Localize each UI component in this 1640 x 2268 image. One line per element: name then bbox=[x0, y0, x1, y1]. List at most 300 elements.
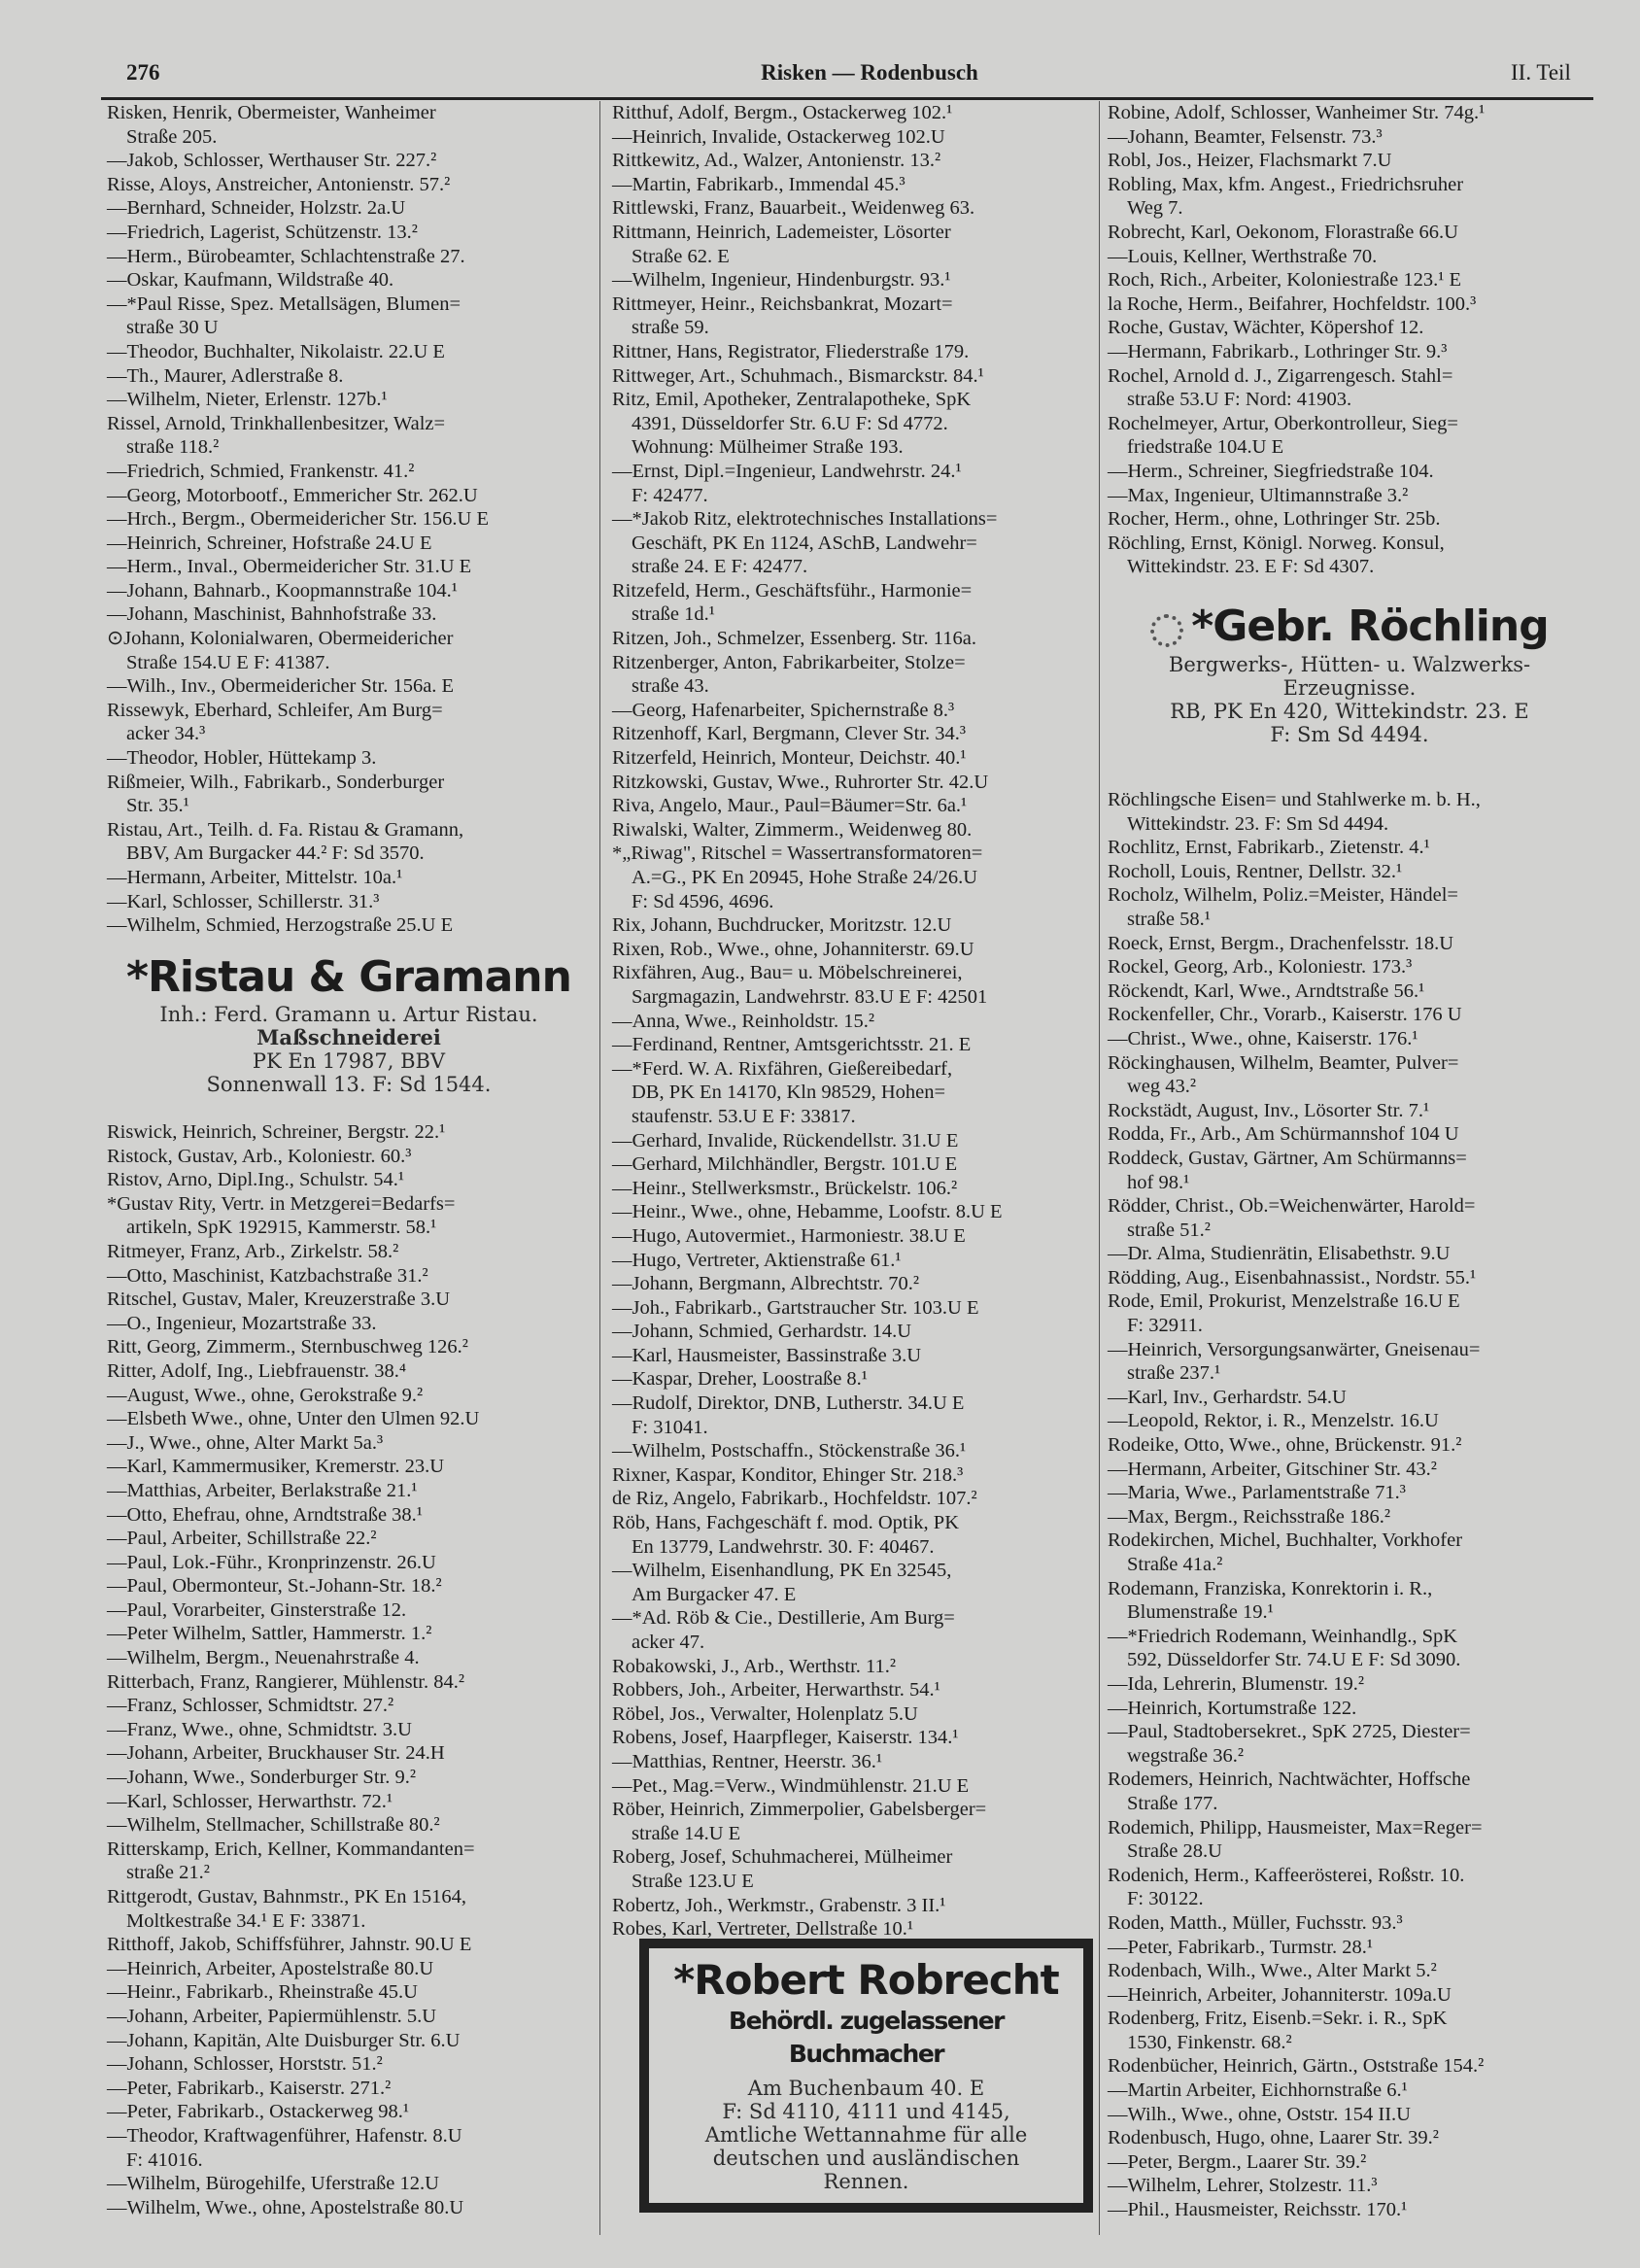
entry-line: Rodenbusch, Hugo, ohne, Laarer Str. 39.² bbox=[1108, 2127, 1439, 2149]
entry-line: —Georg, Hafenarbeiter, Spichernstraße 8.³ bbox=[612, 699, 955, 721]
entry-line: —Johann, Schlosser, Horststr. 51.² bbox=[107, 2053, 383, 2076]
entry-line: Röchlingsche Eisen= und Stahlwerke m. b. H., bbox=[1108, 789, 1481, 810]
directory-entry bbox=[1108, 1577, 1591, 1625]
entry-line: Rockel, Georg, Arb., Koloniestr. 173.³ bbox=[1108, 956, 1413, 979]
directory-entry bbox=[107, 1503, 591, 1528]
directory-entry bbox=[1108, 460, 1591, 484]
entry-line: —Wilh., Inv., Obermeidericher Str. 156a. E bbox=[107, 675, 455, 698]
directory-entry bbox=[1108, 507, 1591, 532]
entry-line: Rißmeier, Wilh., Fabrikarb., Sonderburger bbox=[107, 771, 445, 793]
directory-entry bbox=[612, 651, 1092, 699]
entry-line: —Franz, Schlosser, Schmidtstr. 27.² bbox=[107, 1695, 394, 1717]
entry-line: —Kaspar, Dreher, Loostraße 8.¹ bbox=[612, 1368, 868, 1391]
entry-line: Ritter, Adolf, Ing., Liebfrauenstr. 38.⁴ bbox=[107, 1359, 407, 1382]
directory-entry bbox=[107, 602, 591, 627]
directory-entry bbox=[612, 1057, 1092, 1129]
ad-ristau-gramann bbox=[107, 952, 591, 1096]
directory-entry bbox=[612, 388, 1092, 460]
directory-entry bbox=[1108, 484, 1591, 508]
entry-line: —Maria, Wwe., Parlamentstraße 71.³ bbox=[1108, 1482, 1406, 1504]
ad-line: F: Sd 4110, 4111 und 4145, bbox=[722, 2100, 1010, 2123]
directory-entry bbox=[612, 1511, 1092, 1559]
entry-line: Röckinghausen, Wilhelm, Beamter, Pulver= bbox=[1108, 1051, 1459, 1074]
entry-line: Roberg, Josef, Schuhmacherei, Mülheimer bbox=[612, 1846, 953, 1869]
ad-line: deutschen und ausländischen bbox=[712, 2147, 1020, 2170]
entry-line: —Matthias, Rentner, Heerstr. 36.¹ bbox=[612, 1750, 883, 1772]
directory-entry bbox=[612, 699, 1092, 723]
entry-continuation-line: Wohnung: Mülheimer Straße 193. bbox=[632, 436, 904, 459]
directory-entry bbox=[107, 1335, 591, 1359]
entry-line: Rode, Emil, Prokurist, Menzelstraße 16.U E bbox=[1108, 1290, 1460, 1313]
directory-entry bbox=[1108, 1625, 1591, 1672]
column-3-entries bbox=[1108, 101, 1591, 579]
directory-entry bbox=[107, 579, 591, 603]
directory-entry bbox=[612, 771, 1092, 795]
entry-line: —Hrch., Bergm., Obermeidericher Str. 156.U E bbox=[107, 508, 490, 531]
entry-line: —Paul, Lok.-Führ., Kronprinzenstr. 26.U bbox=[107, 1551, 436, 1573]
entry-line: —Johann, Wwe., Sonderburger Str. 9.² bbox=[107, 1767, 416, 1789]
entry-continuation-line: Straße 205. bbox=[126, 125, 218, 148]
entry-line: Rittmann, Heinrich, Lademeister, Lösorter bbox=[612, 221, 951, 243]
directory-entry bbox=[107, 1431, 591, 1456]
directory-entry bbox=[612, 1177, 1092, 1201]
directory-entry bbox=[107, 1455, 591, 1479]
entry-continuation-line: straße 30 U bbox=[126, 317, 219, 339]
entry-continuation-line: straße 14.U E bbox=[632, 1822, 741, 1844]
entry-line: —Heinrich, Arbeiter, Apostelstraße 80.U bbox=[107, 1957, 434, 1979]
entry-line: Rodenich, Herm., Kaffeerösterei, Roßstr. 10. bbox=[1108, 1864, 1465, 1886]
entry-line: Röbel, Jos., Verwalter, Holenplatz 5.U bbox=[612, 1702, 918, 1725]
directory-entry bbox=[107, 1479, 591, 1503]
entry-line: —Heinr., Stellwerksmstr., Brückelstr. 106.² bbox=[612, 1177, 958, 1199]
directory-entry bbox=[107, 388, 591, 412]
entry-line: —Wilhelm, Postschaffn., Stöckenstraße 36.¹ bbox=[612, 1440, 967, 1462]
entry-line: Ritthoff, Jakob, Schiffsführer, Jahnstr. 90.U E bbox=[107, 1934, 472, 1956]
entry-line: —Jakob, Schlosser, Werthauser Str. 227.² bbox=[107, 150, 437, 172]
directory-entry bbox=[1108, 292, 1591, 317]
entry-line: —Johann, Kapitän, Alte Duisburger Str. 6.U bbox=[107, 2029, 461, 2051]
directory-entry bbox=[612, 1320, 1092, 1344]
entry-line: Robens, Josef, Haarpfleger, Kaiserstr. 134.¹ bbox=[612, 1727, 959, 1749]
directory-entry bbox=[612, 938, 1092, 962]
entry-continuation-line: straße 58.¹ bbox=[1127, 908, 1211, 930]
directory-entry bbox=[1108, 1864, 1591, 1911]
directory-entry bbox=[107, 2077, 591, 2101]
directory-entry bbox=[107, 1312, 591, 1336]
entry-continuation-line: acker 34.³ bbox=[126, 723, 206, 745]
entry-line: Röber, Heinrich, Zimmerpolier, Gabelsberger= bbox=[612, 1799, 987, 1821]
entry-line: —Th., Maurer, Adlerstraße 8. bbox=[107, 364, 344, 387]
directory-entry bbox=[1108, 1720, 1591, 1768]
entry-line: —Peter Wilhelm, Sattler, Hammerstr. 1.² bbox=[107, 1623, 432, 1645]
directory-entry bbox=[107, 196, 591, 221]
directory-entry bbox=[612, 1296, 1092, 1321]
directory-entry bbox=[1108, 364, 1591, 412]
entry-line: —Heinr., Wwe., ohne, Hebamme, Loofstr. 8.U E bbox=[612, 1201, 1003, 1223]
directory-entry bbox=[1108, 1697, 1591, 1721]
entry-line: Roden, Matth., Müller, Fuchsstr. 93.³ bbox=[1108, 1911, 1403, 1934]
entry-line: —August, Wwe., ohne, Gerokstraße 9.² bbox=[107, 1384, 424, 1406]
directory-entry bbox=[612, 1750, 1092, 1774]
directory-entry bbox=[107, 1120, 591, 1145]
entry-line: Riva, Angelo, Maur., Paul=Bäumer=Str. 6a.¹ bbox=[612, 795, 968, 817]
directory-entry bbox=[107, 245, 591, 269]
directory-entry bbox=[1108, 1386, 1591, 1410]
entry-line: —Dr. Alma, Studienrätin, Elisabethstr. 9.U bbox=[1108, 1243, 1451, 1265]
entry-line: —Johann, Arbeiter, Papiermühlenstr. 5.U bbox=[107, 2005, 437, 2027]
entry-line: —Paul, Vorarbeiter, Ginsterstraße 12. bbox=[107, 1598, 407, 1621]
header-rule bbox=[101, 97, 1593, 100]
directory-entry bbox=[612, 268, 1092, 292]
entry-line: Rodemers, Heinrich, Nachtwächter, Hoffsche bbox=[1108, 1769, 1471, 1791]
directory-entry bbox=[1108, 1194, 1591, 1242]
column-divider bbox=[599, 101, 600, 2235]
entry-line: Rodemich, Philipp, Hausmeister, Max=Reger= bbox=[1108, 1816, 1483, 1838]
entry-line: —Herm., Schreiner, Siegfriedstraße 104. bbox=[1108, 460, 1434, 482]
entry-line: —Theodor, Kraftwagenführer, Hafenstr. 8.U bbox=[107, 2124, 462, 2147]
entry-line: —Peter, Fabrikarb., Kaiserstr. 271.² bbox=[107, 2077, 392, 2099]
entry-continuation-line: hof 98.¹ bbox=[1127, 1171, 1190, 1193]
entry-line: —*Ad. Röb & Cie., Destillerie, Am Burg= bbox=[612, 1607, 955, 1630]
entry-line: —Max, Ingenieur, Ultimannstraße 3.² bbox=[1108, 484, 1409, 506]
directory-entry bbox=[612, 1463, 1092, 1488]
entry-line: —Peter, Fabrikarb., Turmstr. 28.¹ bbox=[1108, 1936, 1373, 1958]
entry-line: —Herm., Inval., Obermeidericher Str. 31.U E bbox=[107, 556, 472, 578]
entry-continuation-line: 592, Düsseldorfer Str. 74.U E F: Sd 3090. bbox=[1127, 1649, 1461, 1671]
entry-line: Rödding, Aug., Eisenbahnassist., Nordstr. 55.¹ bbox=[1108, 1266, 1477, 1289]
entry-line: Ritzenhoff, Karl, Bergmann, Clever Str. 34.³ bbox=[612, 723, 967, 745]
directory-entry bbox=[1108, 173, 1591, 221]
entry-line: —Leopold, Rektor, i. R., Menzelstr. 16.U bbox=[1108, 1410, 1439, 1432]
entry-line: Rissewyk, Eberhard, Schleifer, Am Burg= bbox=[107, 699, 443, 721]
entry-line: Ristock, Gustav, Arb., Koloniestr. 60.³ bbox=[107, 1145, 412, 1167]
ad-subtitle: Behördl. zugelassener Buchmacher bbox=[729, 2007, 1004, 2068]
ad-title: *Gebr. Röchling bbox=[1191, 601, 1549, 651]
entry-line: Rittkewitz, Ad., Walzer, Antonienstr. 13.² bbox=[612, 150, 941, 172]
directory-entry bbox=[107, 1264, 591, 1289]
entry-line: —Georg, Motorbootf., Emmericher Str. 262.U bbox=[107, 484, 478, 506]
directory-entry bbox=[107, 1145, 591, 1169]
directory-entry bbox=[107, 1574, 591, 1598]
entry-continuation-line: F: 30122. bbox=[1127, 1888, 1204, 1910]
entry-line: Rochel, Arnold d. J., Zigarrengesch. Stahl= bbox=[1108, 364, 1453, 387]
entry-continuation-line: straße 237.¹ bbox=[1127, 1362, 1221, 1385]
directory-entry bbox=[612, 221, 1092, 268]
ad-line: Maßschneiderei bbox=[256, 1025, 441, 1049]
ad-line: RB, PK En 420, Wittekindstr. 23. E bbox=[1170, 700, 1529, 723]
ad-line: Inh.: Ferd. Gramann u. Artur Ristau. bbox=[159, 1003, 538, 1026]
entry-continuation-line: acker 47. bbox=[632, 1632, 705, 1653]
entry-line: —Hugo, Vertreter, Aktienstraße 61.¹ bbox=[612, 1249, 902, 1271]
entry-line: Rodeike, Otto, Wwe., ohne, Brückenstr. 91.² bbox=[1108, 1434, 1462, 1457]
entry-continuation-line: Moltkestraße 34.¹ E F: 33871. bbox=[126, 1909, 366, 1932]
entry-line: Rix, Johann, Buchdrucker, Moritzstr. 12.U bbox=[612, 914, 952, 937]
column-1-entries-continued bbox=[107, 1120, 591, 2219]
directory-entry bbox=[107, 1622, 591, 1646]
directory-entry bbox=[107, 771, 591, 818]
entry-line: Rittgerodt, Gustav, Bahnmstr., PK En 15164, bbox=[107, 1886, 466, 1907]
entry-line: —Wilhelm, Schmied, Herzogstraße 25.U E bbox=[107, 914, 454, 937]
entry-line: —Louis, Kellner, Werthstraße 70. bbox=[1108, 245, 1378, 267]
entry-line: Ritzen, Joh., Schmelzer, Essenberg. Str. 116a. bbox=[612, 628, 976, 650]
directory-entry bbox=[107, 532, 591, 556]
directory-entry bbox=[612, 579, 1092, 627]
entry-line: —Wilhelm, Eisenhandlung, PK En 32545, bbox=[612, 1560, 952, 1582]
entry-line: Robbers, Joh., Arbeiter, Herwarthstr. 54.¹ bbox=[612, 1679, 940, 1701]
entry-line: —Gerhard, Invalide, Rückendellstr. 31.U E bbox=[612, 1129, 959, 1151]
directory-entry bbox=[612, 1774, 1092, 1799]
entry-line: —Gerhard, Milchhändler, Bergstr. 101.U E bbox=[612, 1153, 958, 1176]
entry-line: Ritzerfeld, Heinrich, Monteur, Deichstr. 40.¹ bbox=[612, 747, 967, 770]
entry-line: Roddeck, Gustav, Gärtner, Am Schürmanns= bbox=[1108, 1147, 1467, 1169]
directory-entry bbox=[612, 1129, 1092, 1153]
entry-line: Risse, Aloys, Anstreicher, Antonienstr. 57.² bbox=[107, 173, 451, 195]
directory-entry bbox=[1108, 1338, 1591, 1386]
directory-entry bbox=[1108, 532, 1591, 579]
entry-continuation-line: Straße 62. E bbox=[632, 245, 730, 267]
entry-line: —Matthias, Arbeiter, Berlakstraße 21.¹ bbox=[107, 1479, 418, 1501]
entry-continuation-line: DB, PK En 14170, Kln 98529, Hohen= bbox=[632, 1082, 946, 1104]
entry-line: —Franz, Wwe., ohne, Schmidtstr. 3.U bbox=[107, 1718, 412, 1740]
entry-line: —Wilhelm, Ingenieur, Hindenburgstr. 93.¹ bbox=[612, 269, 951, 292]
directory-entry bbox=[107, 1192, 591, 1240]
entry-continuation-line: BBV, Am Burgacker 44.² F: Sd 3570. bbox=[126, 842, 425, 865]
entry-line: —Hermann, Arbeiter, Mittelstr. 10a.¹ bbox=[107, 867, 403, 888]
directory-entry bbox=[107, 1551, 591, 1575]
directory-entry bbox=[612, 627, 1092, 651]
ad-line: Rennen. bbox=[823, 2170, 909, 2193]
entry-line: la Roche, Herm., Beifahrer, Hochfeldstr. 100.³ bbox=[1108, 292, 1477, 315]
directory-entry bbox=[1108, 412, 1591, 460]
directory-entry bbox=[107, 2124, 591, 2172]
directory-entry bbox=[107, 364, 591, 389]
directory-entry bbox=[107, 412, 591, 460]
directory-entry bbox=[1108, 1122, 1591, 1147]
entry-line: —Elsbeth Wwe., ohne, Unter den Ulmen 92.U bbox=[107, 1408, 480, 1430]
entry-continuation-line: friedstraße 104.U E bbox=[1127, 436, 1284, 459]
entry-line: de Riz, Angelo, Fabrikarb., Hochfeldstr. 107.² bbox=[612, 1488, 977, 1510]
directory-entry bbox=[1108, 2103, 1591, 2127]
directory-entry bbox=[612, 1798, 1092, 1845]
entry-line: —Theodor, Hobler, Hüttekamp 3. bbox=[107, 747, 377, 770]
entry-line: —Johann, Schmied, Gerhardstr. 14.U bbox=[612, 1321, 912, 1343]
entry-line: —Hugo, Autovermiet., Harmoniestr. 38.U E bbox=[612, 1224, 966, 1247]
entry-line: Ritschel, Gustav, Maler, Kreuzerstraße 3.U bbox=[107, 1289, 451, 1311]
entry-line: —Karl, Schlosser, Herwarthstr. 72.¹ bbox=[107, 1790, 393, 1812]
entry-line: Robrecht, Karl, Oekonom, Florastraße 66.U bbox=[1108, 221, 1458, 243]
directory-entry bbox=[107, 1670, 591, 1695]
directory-entry bbox=[612, 1678, 1092, 1702]
entry-line: —Theodor, Buchhalter, Nikolaistr. 22.U E bbox=[107, 340, 445, 362]
directory-entry bbox=[1108, 1768, 1591, 1815]
directory-entry bbox=[612, 1845, 1092, 1893]
part-label: II. Teil bbox=[1511, 60, 1571, 85]
entry-line: Rocher, Herm., ohne, Lothringer Str. 25b. bbox=[1108, 508, 1441, 531]
directory-entry bbox=[612, 364, 1092, 389]
ad-line: PK En 17987, BBV bbox=[252, 1049, 446, 1073]
entry-line: —Johann, Maschinist, Bahnhofstraße 33. bbox=[107, 603, 437, 626]
directory-entry bbox=[612, 460, 1092, 507]
directory-entry bbox=[1108, 979, 1591, 1004]
entry-line: Röchling, Ernst, Königl. Norweg. Konsul, bbox=[1108, 532, 1445, 554]
entry-line: Ritzenberger, Anton, Fabrikarbeiter, Stolze= bbox=[612, 651, 966, 673]
entry-line: Rittner, Hans, Registrator, Fliederstraße 179. bbox=[612, 340, 970, 362]
entry-line: —Paul, Stadtobersekret., SpK 2725, Diester= bbox=[1108, 1721, 1471, 1743]
entry-line: —Karl, Inv., Gerhardstr. 54.U bbox=[1108, 1386, 1347, 1408]
entry-line: Ritzkowski, Gustav, Wwe., Ruhrorter Str. 42.U bbox=[612, 771, 989, 793]
entry-line: —Heinrich, Arbeiter, Johanniterstr. 109a.U bbox=[1108, 1983, 1452, 2006]
entry-continuation-line: weg 43.² bbox=[1127, 1076, 1197, 1098]
directory-entry bbox=[107, 507, 591, 532]
entry-continuation-line: Am Burgacker 47. E bbox=[632, 1583, 797, 1605]
directory-entry bbox=[612, 1344, 1092, 1368]
directory-entry bbox=[107, 1359, 591, 1384]
entry-line: Rochlitz, Ernst, Fabrikarb., Zietenstr. 4.¹ bbox=[1108, 837, 1430, 859]
entry-line: Rissel, Arnold, Trinkhallenbesitzer, Walz= bbox=[107, 412, 446, 434]
entry-line: —Peter, Bergm., Laarer Str. 39.² bbox=[1108, 2150, 1367, 2173]
directory-entry bbox=[107, 2029, 591, 2053]
entry-line: Rixfähren, Aug., Bau= u. Möbelschreinerei, bbox=[612, 962, 963, 984]
column-divider bbox=[1099, 101, 1100, 2235]
directory-entry bbox=[1108, 1458, 1591, 1482]
directory-entry bbox=[1108, 1433, 1591, 1458]
entry-line: —Johann, Beamter, Felsenstr. 73.³ bbox=[1108, 125, 1383, 148]
directory-entry bbox=[612, 1224, 1092, 1249]
entry-continuation-line: 1530, Finkenstr. 68.² bbox=[1127, 2031, 1292, 2053]
entry-continuation-line: F: 42477. bbox=[632, 484, 708, 506]
directory-entry bbox=[612, 196, 1092, 221]
entry-line: —*Paul Risse, Spez. Metallsägen, Blumen= bbox=[107, 292, 461, 315]
entry-line: Ritthuf, Adolf, Bergm., Ostackerweg 102.¹ bbox=[612, 102, 953, 123]
entry-line: —J., Wwe., ohne, Alter Markt 5a.³ bbox=[107, 1431, 384, 1454]
directory-entry bbox=[107, 101, 591, 149]
directory-entry bbox=[1108, 1266, 1591, 1290]
directory-entry bbox=[107, 913, 591, 938]
entry-line: Rixen, Rob., Wwe., ohne, Johanniterstr. 69.U bbox=[612, 938, 974, 960]
directory-entry bbox=[1108, 1505, 1591, 1529]
directory-entry bbox=[107, 1240, 591, 1264]
directory-entry bbox=[1108, 1051, 1591, 1099]
directory-entry bbox=[612, 842, 1092, 913]
directory-entry bbox=[612, 818, 1092, 842]
entry-line: Rodekirchen, Michel, Buchhalter, Vorkhofer bbox=[1108, 1529, 1463, 1552]
entry-line: Robakowski, J., Arb., Werthstr. 11.² bbox=[612, 1655, 897, 1677]
entry-line: Rittmeyer, Heinr., Reichsbankrat, Mozart= bbox=[612, 292, 953, 315]
directory-entry bbox=[1108, 316, 1591, 340]
directory-entry bbox=[1108, 2126, 1591, 2150]
directory-entry bbox=[107, 173, 591, 197]
entry-line: Risken, Henrik, Obermeister, Wanheimer bbox=[107, 102, 436, 123]
entry-line: Rixner, Kaspar, Konditor, Ehinger Str. 218.³ bbox=[612, 1463, 964, 1486]
directory-entry bbox=[107, 1957, 591, 1981]
entry-line: —Christ., Wwe., ohne, Kaiserstr. 176.¹ bbox=[1108, 1027, 1418, 1049]
directory-entry bbox=[107, 555, 591, 579]
directory-entry bbox=[107, 674, 591, 699]
entry-continuation-line: straße 1d.¹ bbox=[632, 603, 715, 626]
entry-line: —Friedrich, Schmied, Frankenstr. 41.² bbox=[107, 460, 415, 482]
ad-robert-robrecht bbox=[639, 1939, 1093, 2213]
entry-line: Rödder, Christ., Ob.=Weichenwärter, Harold= bbox=[1108, 1195, 1476, 1218]
entry-line: Ritt, Georg, Zimmerm., Sternbuschweg 126.² bbox=[107, 1336, 468, 1358]
directory-entry bbox=[1108, 1816, 1591, 1864]
wreath-logo-icon bbox=[1150, 614, 1183, 647]
entry-line: —Ferdinand, Rentner, Amtsgerichtsstr. 21. E bbox=[612, 1034, 972, 1056]
directory-entry bbox=[612, 722, 1092, 746]
directory-entry bbox=[1108, 2007, 1591, 2054]
entry-line: Röb, Hans, Fachgeschäft f. mod. Optik, PK bbox=[612, 1512, 959, 1534]
directory-entry bbox=[612, 1487, 1092, 1511]
directory-entry bbox=[1108, 2174, 1591, 2198]
ad-title: *Ristau & Gramann bbox=[126, 952, 571, 1002]
entry-line: —*Jakob Ritz, elektrotechnisches Installations= bbox=[612, 508, 998, 531]
directory-entry bbox=[612, 1726, 1092, 1750]
entry-continuation-line: straße 21.² bbox=[126, 1862, 210, 1884]
directory-entry bbox=[1108, 955, 1591, 979]
entry-line: Rodenberg, Fritz, Eisenb.=Sekr. i. R., SpK bbox=[1108, 2008, 1448, 2030]
entry-continuation-line: straße 24. E F: 42477. bbox=[632, 556, 808, 578]
entry-line: Robes, Karl, Vertreter, Dellstraße 10.¹ bbox=[612, 1918, 914, 1941]
entry-line: —Wilhelm, Bürogehilfe, Uferstraße 12.U bbox=[107, 2173, 439, 2195]
entry-line: —Heinrich, Schreiner, Hofstraße 24.U E bbox=[107, 532, 432, 554]
entry-continuation-line: Sargmagazin, Landwehrstr. 83.U E F: 42501 bbox=[632, 985, 988, 1008]
directory-entry bbox=[612, 1272, 1092, 1296]
directory-entry bbox=[1108, 1959, 1591, 1983]
entry-line: —Max, Bergm., Reichsstraße 186.² bbox=[1108, 1505, 1391, 1528]
ad-gebr-roechling bbox=[1108, 601, 1591, 746]
directory-entry bbox=[612, 1606, 1092, 1654]
directory-entry bbox=[107, 866, 591, 890]
entry-line: ⊙Johann, Kolonialwaren, Obermeidericher bbox=[107, 628, 454, 650]
entry-line: —Phil., Hausmeister, Reichsstr. 170.¹ bbox=[1108, 2199, 1408, 2221]
directory-entry bbox=[107, 1766, 591, 1790]
entry-continuation-line: F: 41016. bbox=[126, 2148, 203, 2171]
directory-entry bbox=[107, 1646, 591, 1670]
entry-line: Rockstädt, August, Inv., Lösorter Str. 7.¹ bbox=[1108, 1099, 1430, 1121]
directory-entry bbox=[612, 1033, 1092, 1057]
directory-entry bbox=[1108, 1481, 1591, 1505]
directory-entry bbox=[1108, 340, 1591, 364]
entry-continuation-line: Straße 177. bbox=[1127, 1792, 1218, 1814]
directory-entry bbox=[107, 1598, 591, 1623]
entry-continuation-line: Blumenstraße 19.¹ bbox=[1127, 1601, 1274, 1624]
directory-entry bbox=[107, 268, 591, 292]
directory-entry bbox=[107, 746, 591, 771]
entry-continuation-line: straße 53.U F: Nord: 41903. bbox=[1127, 389, 1352, 411]
entry-line: —Heinrich, Versorgungsanwärter, Gneisenau= bbox=[1108, 1338, 1481, 1360]
directory-entry bbox=[1108, 1672, 1591, 1697]
entry-line: —Joh., Fabrikarb., Gartstraucher Str. 103.U E bbox=[612, 1296, 979, 1319]
directory-entry bbox=[107, 2052, 591, 2077]
entry-line: Roch, Rich., Arbeiter, Koloniestraße 123.¹ E bbox=[1108, 269, 1461, 292]
directory-entry bbox=[612, 1010, 1092, 1034]
directory-entry bbox=[612, 1702, 1092, 1727]
entry-line: —Oskar, Kaufmann, Wildstraße 40. bbox=[107, 269, 394, 292]
directory-entry bbox=[1108, 2150, 1591, 2175]
directory-entry bbox=[1108, 1242, 1591, 1266]
column-1-entries bbox=[107, 101, 591, 938]
directory-entry bbox=[612, 173, 1092, 197]
directory-entry bbox=[1108, 1409, 1591, 1433]
entry-line: Rodemann, Franziska, Konrektorin i. R., bbox=[1108, 1577, 1433, 1599]
entry-line: —Wilhelm, Lehrer, Stolzestr. 11.³ bbox=[1108, 2175, 1378, 2197]
directory-entry bbox=[107, 699, 591, 746]
directory-entry bbox=[107, 149, 591, 173]
directory-entry bbox=[1108, 836, 1591, 860]
entry-line: Ritzefeld, Herm., Geschäftsführ., Harmonie= bbox=[612, 579, 973, 601]
entry-line: —Heinrich, Kortumstraße 122. bbox=[1108, 1697, 1357, 1719]
entry-line: Robine, Adolf, Schlosser, Wanheimer Str. 74g.¹ bbox=[1108, 102, 1486, 123]
entry-line: Ritmeyer, Franz, Arb., Zirkelstr. 58.² bbox=[107, 1240, 399, 1262]
